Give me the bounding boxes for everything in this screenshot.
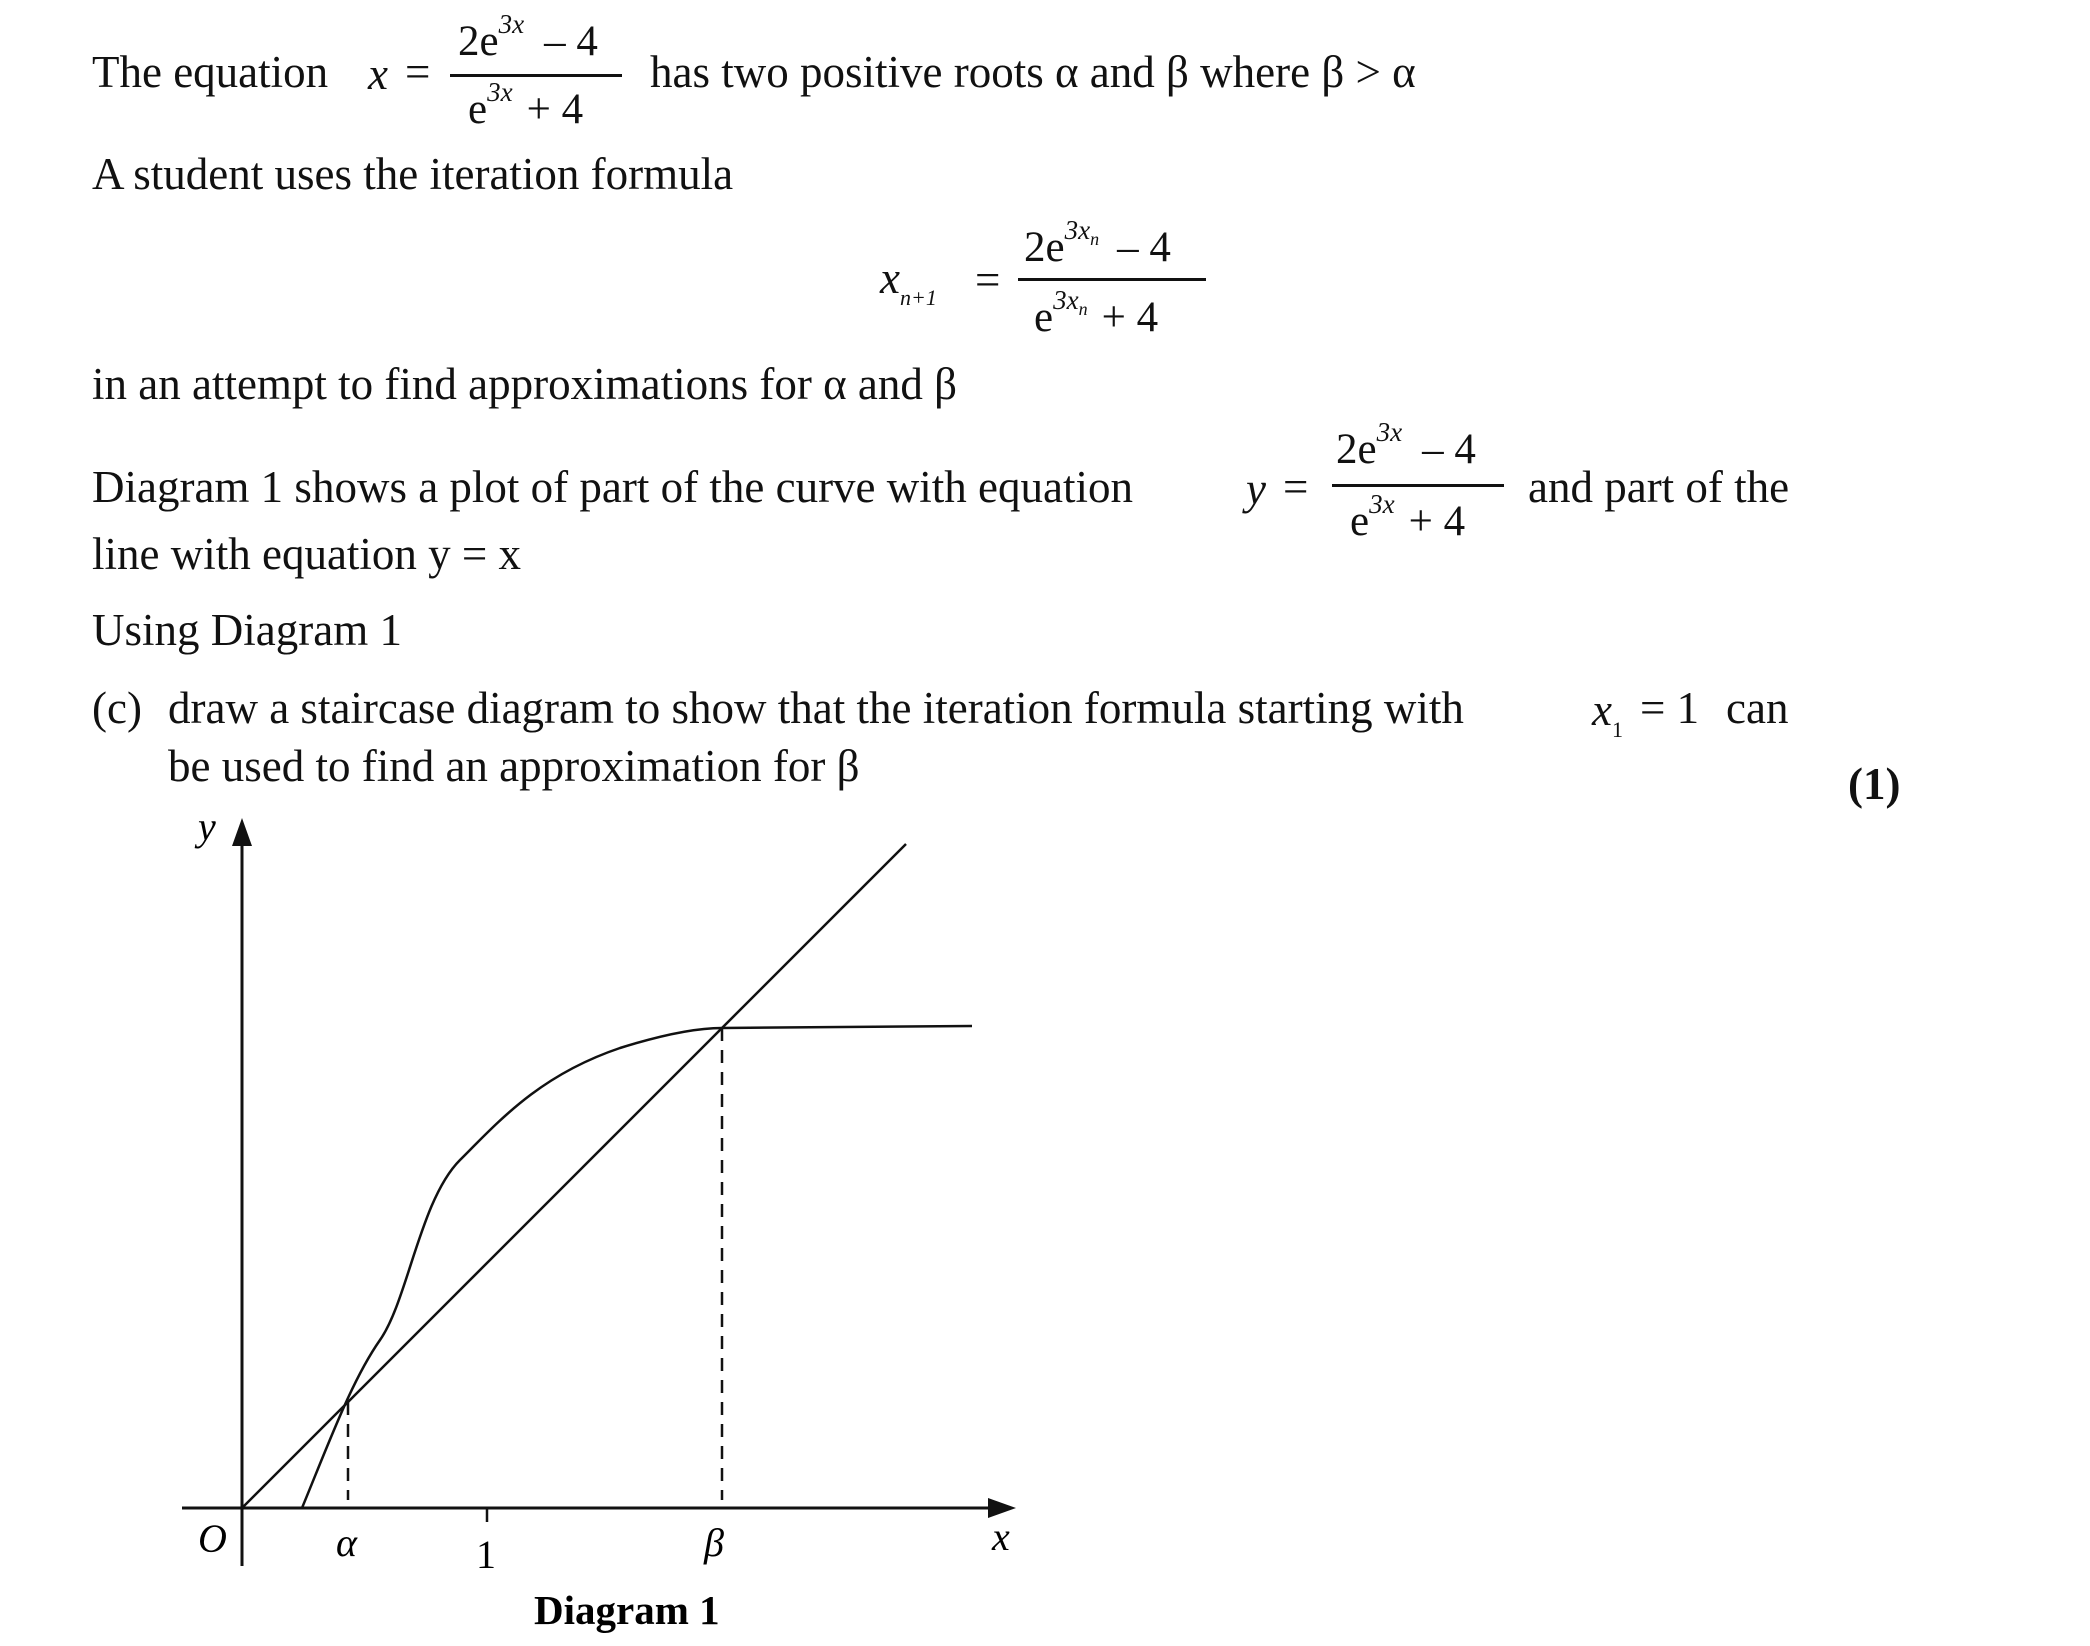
part-c-x1: $x_1$ [1592, 685, 1623, 742]
line1-den-tail: + 4 [526, 86, 584, 133]
formula-num-exp: 3xn [1064, 215, 1100, 249]
part-c-text2: be used to find an approximation for β [168, 741, 860, 791]
diagram-caption: Diagram 1 [534, 1587, 720, 1633]
formula-lhs: $x_{n+1}$ [880, 253, 937, 310]
line1-pre: The equation [92, 47, 329, 97]
line1-num-tail: – 4 [544, 18, 598, 65]
formula-num-tail: – 4 [1117, 224, 1171, 271]
y-axis-label: y [198, 804, 216, 849]
line1-x: x [368, 49, 388, 99]
formula-num: 2e [1024, 224, 1065, 271]
x-axis-label: x [992, 1514, 1010, 1559]
curve [302, 1026, 972, 1508]
y-axis-arrow [232, 818, 252, 846]
tick-label-alpha: α [336, 1520, 357, 1565]
formula-den: e [1034, 294, 1054, 341]
formula-eq: = [975, 255, 1001, 305]
line4-eq: = [1283, 462, 1309, 512]
line2-text: A student uses the iteration formula [92, 149, 734, 199]
line1-num: 2e [458, 18, 499, 65]
line1-eq: = [405, 47, 431, 97]
line1-den-exp: 3x [487, 77, 513, 107]
line5-text: line with equation y = x [92, 529, 522, 579]
line1-post: has two positive roots α and β where β > α [650, 47, 1416, 97]
line1-den: e [468, 86, 488, 133]
formula-lhs-sub: n+1 [899, 285, 937, 310]
formula-den-tail: + 4 [1101, 294, 1159, 341]
part-c-can: can [1726, 683, 1789, 733]
line4-den-tail: + 4 [1408, 498, 1466, 545]
part-c-label: (c) [92, 683, 142, 733]
tick-label-beta: β [704, 1520, 724, 1565]
line3-text: in an attempt to find approximations for α and β [92, 359, 958, 409]
part-c-marks: (1) [1848, 759, 1901, 809]
line1-num-exp: 3x [498, 9, 525, 39]
line4-den-exp: 3x [1369, 489, 1395, 519]
line4-y: y [1246, 464, 1266, 514]
line4-post: and part of the [1528, 462, 1790, 512]
part-c-text1: draw a staircase diagram to show that the iteration formula starting with [168, 683, 1464, 733]
formula-den-exp: 3xn [1053, 285, 1088, 319]
origin-label: O [198, 1516, 227, 1561]
part-c-eq-val: = 1 [1640, 683, 1700, 733]
line4-den: e [1350, 498, 1370, 545]
line4-num-exp: 3x [1376, 417, 1403, 447]
line6-text: Using Diagram 1 [92, 605, 402, 655]
line4-pre: Diagram 1 shows a plot of part of the curve with equation [92, 462, 1133, 512]
line-y-equals-x [242, 844, 906, 1508]
tick-label-1: 1 [476, 1532, 496, 1577]
line4-num: 2e [1336, 426, 1377, 473]
line4-num-tail: – 4 [1422, 426, 1476, 473]
